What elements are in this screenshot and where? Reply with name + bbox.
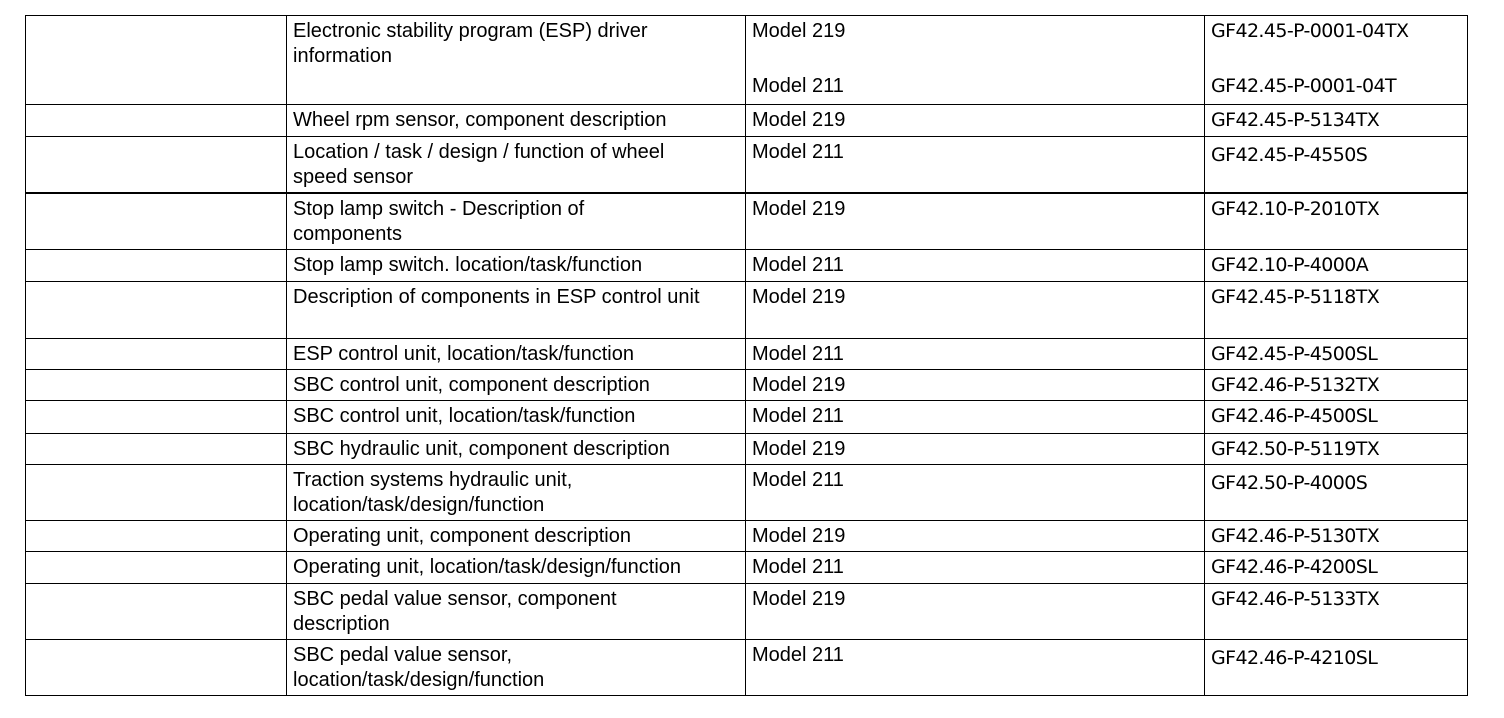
empty-cell	[26, 465, 287, 521]
title-cell	[287, 401, 746, 434]
empty-cell	[26, 339, 287, 370]
document-code: GF42.45-P-5134TX	[1211, 109, 1380, 131]
empty-cell	[26, 370, 287, 401]
model-cell	[746, 640, 1205, 696]
empty-cell	[26, 584, 287, 640]
model-label: Model 211	[752, 254, 844, 276]
empty-cell	[26, 137, 287, 193]
title-cell	[287, 434, 746, 465]
model-cell	[746, 521, 1205, 552]
empty-cell	[26, 105, 287, 137]
code-cell	[1205, 434, 1468, 465]
row-title: Description of components in ESP control unit	[293, 286, 700, 308]
table-row	[26, 434, 1468, 465]
model-label: Model 219	[752, 525, 846, 547]
model-label: Model 211	[752, 469, 844, 491]
row-title: Operating unit, component description	[293, 525, 631, 547]
table-row	[26, 521, 1468, 552]
empty-cell	[26, 16, 287, 105]
empty-cell	[26, 401, 287, 434]
model-cell	[746, 584, 1205, 640]
model-cell	[746, 137, 1205, 193]
model-label: Model 219	[752, 438, 846, 460]
row-title: Wheel rpm sensor, component description	[293, 109, 667, 131]
empty-cell	[26, 434, 287, 465]
row-title: SBC control unit, component description	[293, 374, 650, 396]
model-cell	[746, 339, 1205, 370]
document-code: GF42.46-P-4200SL	[1211, 556, 1378, 578]
model-cell	[746, 282, 1205, 339]
model-label: Model 211	[752, 75, 844, 97]
row-title: SBC pedal value sensor, location/task/design/function	[293, 644, 545, 691]
row-title: Traction systems hydraulic unit, location/task/design/function	[293, 469, 573, 516]
row-title: ESP control unit, location/task/function	[293, 343, 634, 365]
code-cell	[1205, 521, 1468, 552]
empty-cell	[26, 282, 287, 339]
document-code: GF42.45-P-0001-04T	[1211, 75, 1396, 97]
code-cell	[1205, 552, 1468, 584]
model-cell	[746, 465, 1205, 521]
title-cell	[287, 193, 746, 250]
code-cell	[1205, 370, 1468, 401]
table-row	[26, 16, 1468, 105]
table-row	[26, 193, 1468, 250]
table-row	[26, 282, 1468, 339]
code-cell	[1205, 137, 1468, 193]
code-cell	[1205, 640, 1468, 696]
document-code: GF42.45-P-4550S	[1211, 144, 1368, 166]
model-cell	[746, 370, 1205, 401]
empty-cell	[26, 193, 287, 250]
document-code: GF42.46-P-5130TX	[1211, 525, 1380, 547]
model-cell	[746, 16, 1205, 105]
empty-cell	[26, 521, 287, 552]
model-cell	[746, 250, 1205, 282]
table-row	[26, 370, 1468, 401]
title-cell	[287, 465, 746, 521]
title-cell	[287, 339, 746, 370]
document-code: GF42.45-P-4500SL	[1211, 343, 1378, 365]
row-title: SBC pedal value sensor, component description	[293, 588, 617, 635]
model-label: Model 211	[752, 405, 844, 427]
model-cell	[746, 401, 1205, 434]
row-title: SBC control unit, location/task/function	[293, 405, 636, 427]
row-title: Stop lamp switch. location/task/function	[293, 254, 643, 276]
document-table	[25, 15, 1468, 696]
document-code: GF42.10-P-4000A	[1211, 254, 1369, 276]
title-cell	[287, 16, 746, 105]
model-label: Model 211	[752, 644, 844, 666]
title-cell	[287, 552, 746, 584]
model-label: Model 219	[752, 197, 846, 220]
title-cell	[287, 250, 746, 282]
row-title: Stop lamp switch - Description of components	[293, 197, 585, 245]
empty-cell	[26, 552, 287, 584]
title-cell	[287, 137, 746, 193]
model-label: Model 211	[752, 141, 844, 163]
document-code: GF42.45-P-0001-04TX	[1211, 20, 1409, 42]
row-title: Electronic stability program (ESP) driver information	[293, 20, 648, 67]
table-row	[26, 584, 1468, 640]
table-row	[26, 640, 1468, 696]
code-cell	[1205, 465, 1468, 521]
row-title: SBC hydraulic unit, component description	[293, 438, 670, 460]
table-row	[26, 250, 1468, 282]
model-label: Model 219	[752, 374, 846, 396]
model-cell	[746, 193, 1205, 250]
table-row	[26, 137, 1468, 193]
document-code: GF42.46-P-4210SL	[1211, 647, 1378, 669]
table-row	[26, 552, 1468, 584]
code-cell	[1205, 584, 1468, 640]
title-cell	[287, 584, 746, 640]
model-label: Model 219	[752, 20, 846, 42]
table-row	[26, 105, 1468, 137]
document-code: GF42.46-P-4500SL	[1211, 405, 1378, 427]
model-cell	[746, 105, 1205, 137]
code-cell	[1205, 16, 1468, 105]
document-code: GF42.46-P-5133TX	[1211, 588, 1380, 610]
code-cell	[1205, 282, 1468, 339]
model-label: Model 211	[752, 556, 844, 578]
empty-cell	[26, 640, 287, 696]
model-label: Model 219	[752, 286, 846, 308]
row-title: Location / task / design / function of wheel speed sensor	[293, 141, 665, 188]
model-label: Model 211	[752, 343, 844, 365]
document-code: GF42.50-P-5119TX	[1211, 438, 1380, 460]
code-cell	[1205, 193, 1468, 250]
document-code: GF42.10-P-2010TX	[1211, 197, 1380, 220]
empty-cell	[26, 250, 287, 282]
title-cell	[287, 521, 746, 552]
code-cell	[1205, 401, 1468, 434]
title-cell	[287, 105, 746, 137]
title-cell	[287, 282, 746, 339]
code-cell	[1205, 250, 1468, 282]
model-cell	[746, 434, 1205, 465]
model-label: Model 219	[752, 109, 846, 131]
title-cell	[287, 370, 746, 401]
code-cell	[1205, 339, 1468, 370]
document-code: GF42.45-P-5118TX	[1211, 286, 1380, 308]
row-title: Operating unit, location/task/design/function	[293, 556, 682, 578]
code-cell	[1205, 105, 1468, 137]
model-cell	[746, 552, 1205, 584]
table-row	[26, 401, 1468, 434]
table-row	[26, 339, 1468, 370]
document-code: GF42.50-P-4000S	[1211, 472, 1368, 494]
document-code: GF42.46-P-5132TX	[1211, 374, 1380, 396]
title-cell	[287, 640, 746, 696]
model-label: Model 219	[752, 588, 846, 610]
table-row	[26, 465, 1468, 521]
